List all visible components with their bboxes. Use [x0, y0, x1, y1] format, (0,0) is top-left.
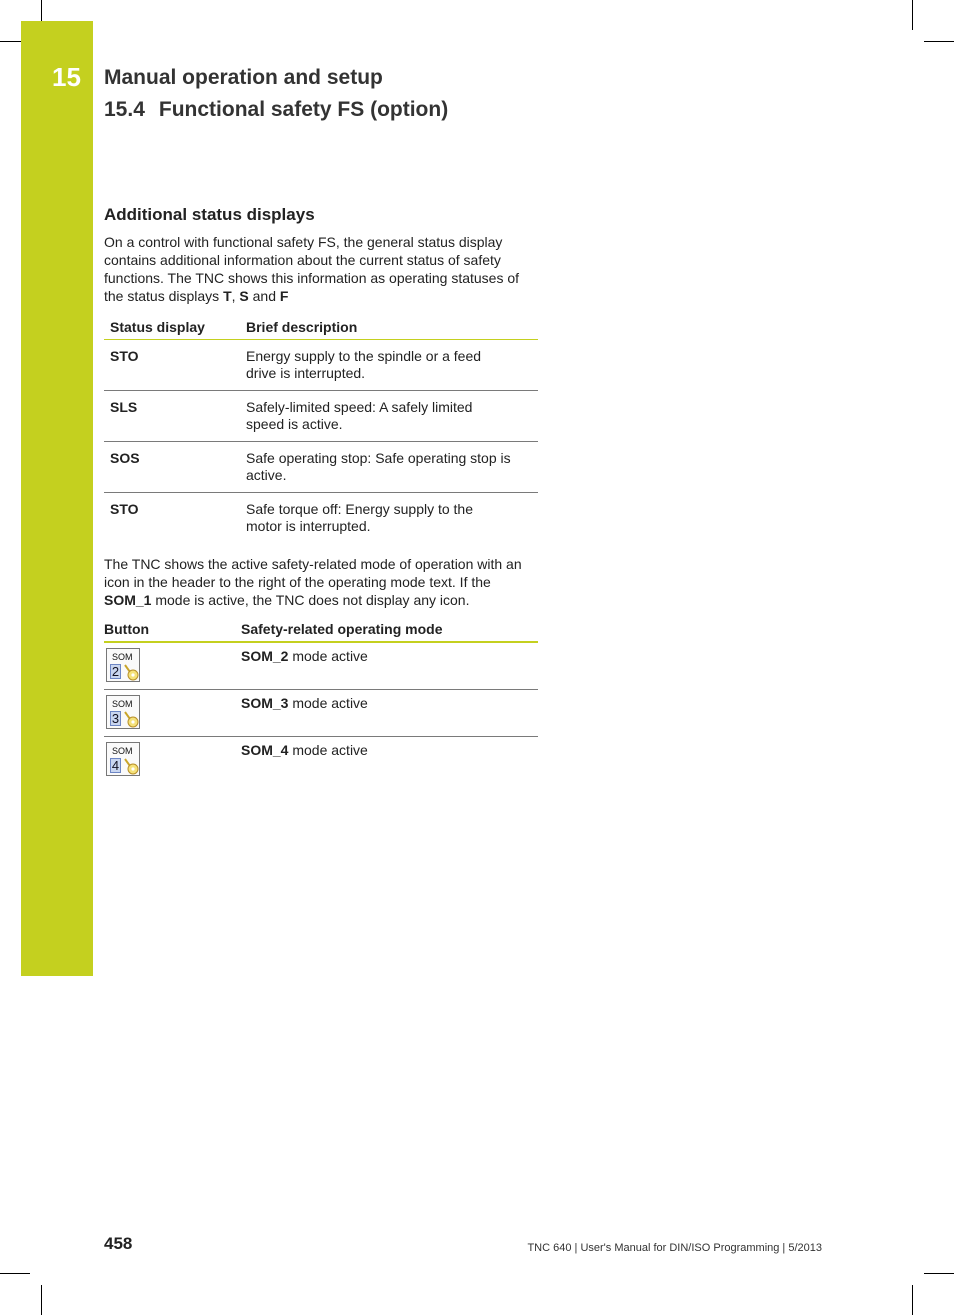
status-code: STO: [110, 348, 139, 364]
table-row: [104, 391, 538, 442]
intro-text: On a control with functional safety FS, the general status display contains additional information about the current status of safety functions. The TNC shows this information as operating statuses of the status displays: [104, 234, 520, 304]
status-display-table: [104, 319, 538, 543]
section-title: [104, 98, 448, 122]
chapter-title: Manual operation and setup: [104, 66, 383, 89]
table-header-row: [104, 319, 538, 340]
key-icon: [123, 710, 140, 729]
page-heading: Additional status displays: [104, 205, 315, 224]
button-cell: [104, 689, 241, 736]
section-number: 15.4: [104, 98, 145, 121]
som-number: 4: [111, 757, 120, 773]
som-mode-key: SOM_4: [241, 741, 289, 758]
som1-key: SOM_1: [104, 592, 152, 608]
page-number: 458: [104, 1234, 133, 1253]
crop-mark: [0, 1273, 30, 1274]
mode-cell: [241, 642, 538, 689]
column-header: Button: [104, 621, 150, 637]
key-icon: [123, 663, 140, 682]
status-description: Safe operating stop: Safe operating stop is active.: [246, 450, 511, 483]
chapter-number: 15: [52, 62, 81, 92]
mode-suffix: mode active: [288, 694, 368, 711]
main-content: [104, 205, 540, 783]
table-row: [104, 493, 538, 544]
safety-mode-table: [104, 621, 538, 783]
som-3-button[interactable]: [106, 695, 140, 729]
status-description: Safely-limited speed: A safely limited speed is active.: [246, 399, 473, 432]
mode-suffix: mode active: [288, 741, 368, 758]
table-header-row: [104, 621, 538, 642]
mode-text: The TNC shows the active safety-related mode of operation with an icon in the header to the right of the operating mode text. If the: [104, 556, 522, 590]
intro-paragraph: [104, 233, 540, 305]
mode-paragraph: [104, 555, 540, 609]
button-cell: [104, 736, 241, 783]
mode-cell: [241, 689, 538, 736]
table-row: [104, 642, 538, 689]
intro-and: and: [248, 288, 280, 304]
crop-mark: [912, 1285, 913, 1315]
status-t: T: [223, 288, 232, 304]
som-2-button[interactable]: [106, 648, 140, 682]
som-number: 3: [111, 710, 120, 726]
column-header: Brief description: [246, 319, 358, 335]
status-description: Energy supply to the spindle or a feed drive is interrupted.: [246, 348, 482, 381]
status-description: Safe torque off: Energy supply to the motor is interrupted.: [246, 501, 474, 534]
som-label: SOM: [112, 652, 133, 662]
mode-suffix: mode active: [288, 648, 368, 664]
mode-text: mode is active, the TNC does not display any icon.: [151, 592, 470, 608]
som-mode-key: SOM_3: [241, 694, 289, 711]
status-code: SLS: [110, 399, 138, 415]
status-code: STO: [110, 501, 139, 517]
som-mode-key: SOM_2: [241, 648, 289, 664]
status-s: S: [239, 288, 249, 304]
mode-cell: [241, 736, 538, 783]
som-number: 2: [111, 664, 120, 679]
section-name: Functional safety FS (option): [158, 98, 449, 121]
intro-sep: ,: [231, 288, 240, 304]
table-row: [104, 340, 538, 391]
table-row: [104, 736, 538, 783]
table-row: [104, 442, 538, 493]
som-label: SOM: [112, 745, 133, 756]
crop-mark: [41, 1285, 42, 1315]
status-code: SOS: [110, 450, 140, 466]
crop-mark: [924, 41, 954, 42]
chapter-side-bar: [21, 21, 93, 976]
column-header: Safety-related operating mode: [241, 621, 443, 637]
key-icon: [123, 757, 140, 776]
status-f: F: [279, 288, 289, 304]
table-row: [104, 689, 538, 736]
crop-mark: [912, 0, 913, 30]
crop-mark: [924, 1273, 954, 1274]
button-cell: [104, 642, 241, 689]
footer-text: TNC 640 | User's Manual for DIN/ISO Programming | 5/2013: [527, 1242, 822, 1254]
som-4-button[interactable]: [106, 742, 140, 776]
column-header: Status display: [110, 319, 205, 335]
som-label: SOM: [112, 698, 133, 709]
